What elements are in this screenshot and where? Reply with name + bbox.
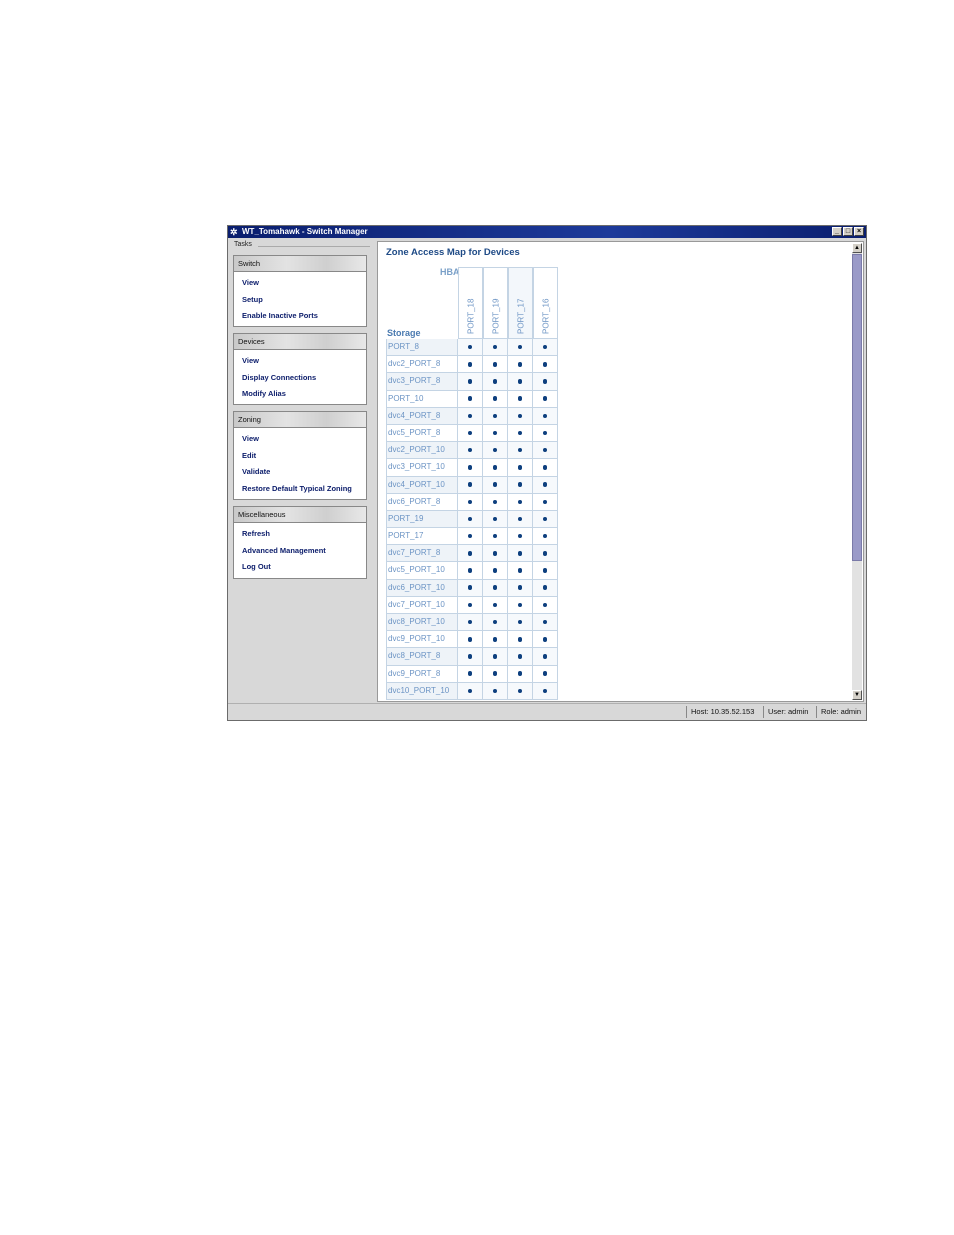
table-row	[386, 528, 558, 545]
access-cell	[508, 477, 533, 494]
access-cell	[483, 666, 508, 683]
access-dot-icon	[493, 603, 498, 608]
access-dot-icon	[543, 568, 548, 573]
table-row	[386, 683, 558, 700]
access-dot-icon	[493, 482, 498, 487]
access-dot-icon	[493, 345, 498, 350]
access-dot-icon	[493, 637, 498, 642]
column-header	[458, 267, 483, 339]
column-header-label: PORT_17	[516, 298, 525, 334]
log-out-link[interactable]: Log Out	[242, 562, 271, 571]
access-cell	[458, 666, 483, 683]
access-cell	[533, 648, 558, 665]
access-dot-icon	[518, 482, 523, 487]
modify-alias-link[interactable]: Modify Alias	[242, 389, 286, 398]
restore-default-zoning-link[interactable]: Restore Default Typical Zoning	[242, 483, 352, 493]
zoning-group	[233, 411, 367, 500]
switch-setup-link[interactable]: Setup	[242, 294, 263, 304]
access-dot-icon	[468, 671, 473, 676]
access-cell	[458, 580, 483, 597]
access-dot-icon	[493, 534, 498, 539]
access-cell	[533, 391, 558, 408]
access-cell	[458, 494, 483, 511]
row-label: PORT_17	[386, 528, 458, 545]
access-dot-icon	[543, 482, 548, 487]
table-row	[386, 425, 558, 442]
access-cell	[458, 425, 483, 442]
access-cell	[483, 391, 508, 408]
access-dot-icon	[543, 396, 548, 401]
access-cell	[458, 562, 483, 579]
advanced-management-link[interactable]: Advanced Management	[242, 545, 326, 555]
table-row	[386, 648, 558, 665]
access-cell	[533, 459, 558, 476]
access-dot-icon	[493, 396, 498, 401]
access-cell	[458, 339, 483, 356]
access-cell	[533, 373, 558, 390]
access-cell	[508, 545, 533, 562]
access-cell	[483, 614, 508, 631]
row-label: dvc3_PORT_10	[386, 459, 458, 476]
access-dot-icon	[493, 414, 498, 419]
access-cell	[508, 494, 533, 511]
group-title-miscellaneous: Miscellaneous	[234, 507, 366, 523]
row-label: dvc9_PORT_8	[386, 666, 458, 683]
row-label: PORT_8	[386, 339, 458, 356]
access-cell	[508, 373, 533, 390]
access-dot-icon	[468, 603, 473, 608]
devices-group	[233, 333, 367, 405]
access-dot-icon	[543, 585, 548, 590]
access-cell	[533, 528, 558, 545]
table-row	[386, 580, 558, 597]
storage-label: Storage	[387, 328, 421, 338]
access-cell	[458, 683, 483, 700]
access-dot-icon	[518, 431, 523, 436]
access-cell	[533, 631, 558, 648]
access-cell	[533, 356, 558, 373]
table-row	[386, 339, 558, 356]
column-header	[533, 267, 558, 339]
refresh-link[interactable]: Refresh	[242, 529, 270, 538]
switch-manager-window	[227, 225, 867, 721]
access-cell	[483, 373, 508, 390]
access-dot-icon	[518, 379, 523, 384]
access-dot-icon	[518, 534, 523, 539]
access-cell	[508, 391, 533, 408]
column-header	[508, 267, 533, 339]
switch-group	[233, 255, 367, 327]
group-title-devices: Devices	[234, 334, 366, 350]
access-dot-icon	[518, 362, 523, 367]
access-dot-icon	[518, 396, 523, 401]
access-dot-icon	[468, 568, 473, 573]
access-dot-icon	[468, 431, 473, 436]
table-row	[386, 597, 558, 614]
access-cell	[483, 459, 508, 476]
access-dot-icon	[493, 654, 498, 659]
access-dot-icon	[543, 534, 548, 539]
access-cell	[533, 442, 558, 459]
zoning-view-link[interactable]: View	[242, 434, 259, 443]
table-row	[386, 408, 558, 425]
table-row	[386, 459, 558, 476]
vertical-scrollbar[interactable]	[852, 243, 862, 700]
access-dot-icon	[493, 379, 498, 384]
access-dot-icon	[468, 534, 473, 539]
access-dot-icon	[543, 637, 548, 642]
access-cell	[458, 477, 483, 494]
access-cell	[458, 442, 483, 459]
access-cell	[533, 339, 558, 356]
access-dot-icon	[493, 431, 498, 436]
access-cell	[533, 494, 558, 511]
access-cell	[508, 666, 533, 683]
access-cell	[508, 562, 533, 579]
row-label: dvc8_PORT_8	[386, 648, 458, 665]
access-cell	[458, 459, 483, 476]
close-button[interactable]: ×	[854, 227, 864, 236]
access-cell	[508, 459, 533, 476]
access-dot-icon	[543, 517, 548, 522]
column-header-label: PORT_19	[491, 298, 500, 334]
access-dot-icon	[493, 362, 498, 367]
access-cell	[483, 580, 508, 597]
row-label: dvc7_PORT_8	[386, 545, 458, 562]
access-dot-icon	[493, 620, 498, 625]
access-cell	[533, 683, 558, 700]
access-cell	[458, 356, 483, 373]
access-dot-icon	[518, 517, 523, 522]
miscellaneous-group	[233, 506, 367, 579]
hba-label: HBA	[440, 267, 460, 277]
zoning-edit-link[interactable]: Edit	[242, 450, 257, 460]
access-cell	[508, 614, 533, 631]
access-cell	[483, 528, 508, 545]
access-cell	[508, 580, 533, 597]
zone-access-map-panel	[377, 241, 864, 702]
access-cell	[483, 442, 508, 459]
group-title-switch: Switch	[234, 256, 366, 272]
access-cell	[508, 597, 533, 614]
column-header-label: PORT_18	[466, 298, 475, 334]
access-cell	[458, 373, 483, 390]
access-cell	[483, 597, 508, 614]
devices-view-link[interactable]: View	[242, 356, 259, 365]
access-dot-icon	[518, 465, 523, 470]
status-role: Role: admin	[816, 706, 861, 718]
access-dot-icon	[468, 551, 473, 556]
access-dot-icon	[518, 689, 523, 694]
access-dot-icon	[468, 654, 473, 659]
access-cell	[533, 580, 558, 597]
access-dot-icon	[493, 551, 498, 556]
access-cell	[483, 425, 508, 442]
access-dot-icon	[543, 654, 548, 659]
column-header	[483, 267, 508, 339]
access-dot-icon	[468, 585, 473, 590]
access-dot-icon	[493, 671, 498, 676]
access-cell	[483, 545, 508, 562]
status-user: User: admin	[763, 706, 808, 718]
enable-inactive-ports-link[interactable]: Enable Inactive Ports	[242, 311, 318, 320]
access-dot-icon	[518, 603, 523, 608]
maximize-button[interactable]: □	[843, 227, 853, 236]
scroll-down-button[interactable]: ▼	[852, 690, 862, 700]
access-dot-icon	[493, 568, 498, 573]
access-dot-icon	[543, 431, 548, 436]
access-dot-icon	[543, 620, 548, 625]
access-dot-icon	[468, 379, 473, 384]
access-cell	[533, 614, 558, 631]
table-row	[386, 666, 558, 683]
access-dot-icon	[468, 500, 473, 505]
access-dot-icon	[468, 517, 473, 522]
group-title-zoning: Zoning	[234, 412, 366, 428]
access-dot-icon	[543, 551, 548, 556]
access-cell	[483, 648, 508, 665]
access-matrix	[386, 339, 558, 700]
access-cell	[508, 528, 533, 545]
row-label: dvc4_PORT_10	[386, 477, 458, 494]
table-row	[386, 631, 558, 648]
row-label: dvc2_PORT_8	[386, 356, 458, 373]
access-dot-icon	[518, 345, 523, 350]
access-cell	[508, 631, 533, 648]
access-cell	[508, 425, 533, 442]
access-cell	[458, 408, 483, 425]
access-dot-icon	[493, 448, 498, 453]
gear-icon: ✲	[230, 227, 238, 237]
access-cell	[508, 408, 533, 425]
access-cell	[483, 631, 508, 648]
access-cell	[483, 562, 508, 579]
row-label: dvc6_PORT_8	[386, 494, 458, 511]
access-dot-icon	[493, 689, 498, 694]
access-dot-icon	[468, 620, 473, 625]
display-connections-link[interactable]: Display Connections	[242, 372, 317, 382]
access-dot-icon	[468, 689, 473, 694]
table-row	[386, 494, 558, 511]
access-cell	[533, 477, 558, 494]
access-dot-icon	[468, 465, 473, 470]
access-dot-icon	[518, 637, 523, 642]
window-title: WT_Tomahawk - Switch Manager	[242, 227, 368, 236]
status-bar	[228, 703, 866, 720]
access-cell	[508, 648, 533, 665]
table-row	[386, 373, 558, 390]
access-cell	[483, 339, 508, 356]
access-dot-icon	[518, 585, 523, 590]
access-dot-icon	[518, 654, 523, 659]
access-cell	[533, 545, 558, 562]
status-host: Host: 10.35.52.153	[686, 706, 754, 718]
tasks-legend: Tasks	[234, 241, 252, 248]
row-label: dvc3_PORT_8	[386, 373, 458, 390]
access-dot-icon	[468, 448, 473, 453]
access-dot-icon	[468, 482, 473, 487]
scroll-up-button[interactable]: ▲	[852, 243, 862, 253]
access-dot-icon	[543, 345, 548, 350]
access-cell	[483, 408, 508, 425]
access-dot-icon	[518, 448, 523, 453]
access-cell	[533, 597, 558, 614]
tasks-panel	[230, 241, 370, 702]
table-row	[386, 477, 558, 494]
table-row	[386, 545, 558, 562]
access-dot-icon	[518, 551, 523, 556]
access-cell	[458, 648, 483, 665]
row-label: dvc5_PORT_10	[386, 562, 458, 579]
row-label: dvc7_PORT_10	[386, 597, 458, 614]
access-cell	[483, 477, 508, 494]
access-cell	[508, 511, 533, 528]
access-cell	[533, 562, 558, 579]
table-row	[386, 562, 558, 579]
row-label: dvc10_PORT_10	[386, 683, 458, 700]
access-cell	[483, 511, 508, 528]
access-dot-icon	[518, 671, 523, 676]
access-cell	[458, 528, 483, 545]
access-cell	[483, 356, 508, 373]
access-dot-icon	[493, 585, 498, 590]
column-header-label: PORT_16	[541, 298, 550, 334]
access-dot-icon	[543, 465, 548, 470]
access-cell	[508, 339, 533, 356]
access-cell	[533, 666, 558, 683]
access-dot-icon	[468, 362, 473, 367]
access-dot-icon	[543, 448, 548, 453]
access-cell	[508, 356, 533, 373]
row-label: dvc9_PORT_10	[386, 631, 458, 648]
access-cell	[508, 683, 533, 700]
access-cell	[533, 511, 558, 528]
zoning-validate-link[interactable]: Validate	[242, 467, 271, 476]
table-row	[386, 442, 558, 459]
access-dot-icon	[493, 500, 498, 505]
access-dot-icon	[468, 637, 473, 642]
access-dot-icon	[543, 603, 548, 608]
access-cell	[483, 683, 508, 700]
title-bar[interactable]	[228, 226, 866, 238]
access-dot-icon	[543, 500, 548, 505]
minimize-button[interactable]: _	[832, 227, 842, 236]
access-dot-icon	[493, 465, 498, 470]
access-dot-icon	[468, 396, 473, 401]
access-cell	[458, 545, 483, 562]
row-label: dvc4_PORT_8	[386, 408, 458, 425]
access-cell	[483, 494, 508, 511]
access-dot-icon	[493, 517, 498, 522]
table-row	[386, 614, 558, 631]
access-dot-icon	[468, 414, 473, 419]
row-label: dvc5_PORT_8	[386, 425, 458, 442]
access-cell	[458, 597, 483, 614]
row-label: dvc2_PORT_10	[386, 442, 458, 459]
access-dot-icon	[468, 345, 473, 350]
access-dot-icon	[518, 620, 523, 625]
table-row	[386, 391, 558, 408]
switch-view-link[interactable]: View	[242, 278, 259, 287]
access-cell	[508, 442, 533, 459]
row-label: dvc8_PORT_10	[386, 614, 458, 631]
access-dot-icon	[543, 689, 548, 694]
access-cell	[458, 631, 483, 648]
access-cell	[458, 391, 483, 408]
access-dot-icon	[518, 414, 523, 419]
access-cell	[458, 511, 483, 528]
access-dot-icon	[518, 568, 523, 573]
access-cell	[533, 408, 558, 425]
table-row	[386, 356, 558, 373]
access-dot-icon	[543, 379, 548, 384]
access-cell	[533, 425, 558, 442]
row-label: PORT_10	[386, 391, 458, 408]
access-dot-icon	[543, 414, 548, 419]
page-title: Zone Access Map for Devices	[386, 247, 520, 258]
access-cell	[458, 614, 483, 631]
access-dot-icon	[543, 671, 548, 676]
scroll-thumb[interactable]	[852, 254, 862, 561]
access-dot-icon	[518, 500, 523, 505]
row-label: PORT_19	[386, 511, 458, 528]
access-dot-icon	[543, 362, 548, 367]
table-row	[386, 511, 558, 528]
row-label: dvc6_PORT_10	[386, 580, 458, 597]
